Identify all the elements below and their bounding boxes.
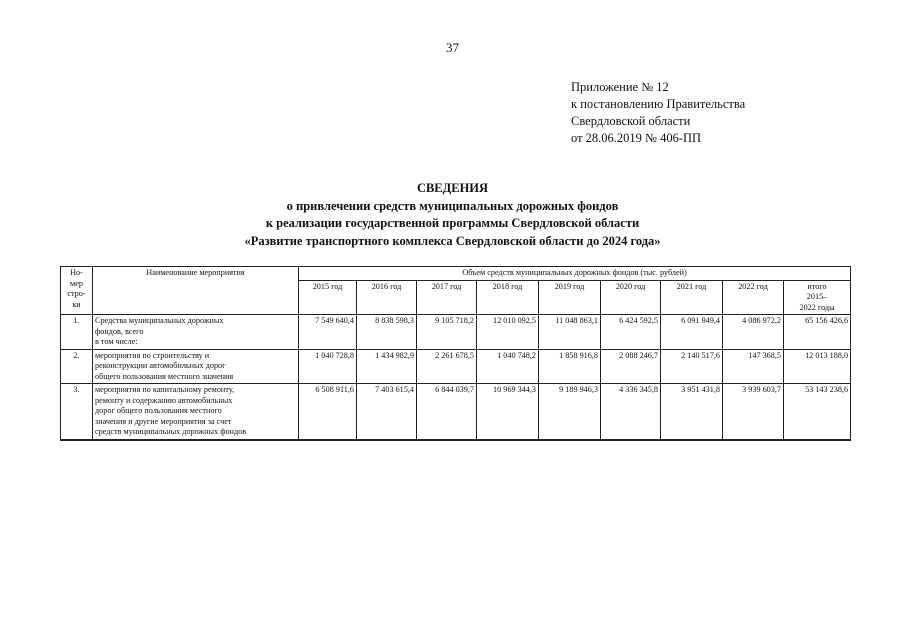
title-line: «Развитие транспортного комплекса Свердловской области до 2024 года» <box>244 233 661 248</box>
value-cell: 2 088 246,7 <box>601 349 661 384</box>
row-number: 1. <box>61 315 93 350</box>
table-row <box>61 315 851 350</box>
value-cell: 1 040 748,2 <box>477 349 539 384</box>
table-row <box>61 384 851 440</box>
appendix-line: Приложение № 12 <box>571 80 669 94</box>
value-cell: 10 969 344,3 <box>477 384 539 440</box>
value-cell: 6 091 949,4 <box>661 315 723 350</box>
activity-name: Средства муниципальных дорожных фондов, всего в том числе: <box>93 315 299 350</box>
value-cell: 3 951 431,8 <box>661 384 723 440</box>
activity-name: мероприятия по строительству и реконструкции автомобильных дорог общего пользования местного значения <box>93 349 299 384</box>
funding-table <box>60 266 851 441</box>
value-cell: 8 838 598,3 <box>357 315 417 350</box>
title-line: к реализации государственной программы Свердловской области <box>265 216 640 230</box>
value-cell: 12 010 092,5 <box>477 315 539 350</box>
row-number: 3. <box>61 384 93 440</box>
header-year: 2020 год <box>601 280 661 315</box>
header-row-number: Но- мер стро- ки <box>61 267 93 315</box>
document-title <box>0 180 905 250</box>
value-cell: 11 048 863,1 <box>539 315 601 350</box>
page-number: 37 <box>446 40 459 55</box>
value-cell: 6 844 039,7 <box>417 384 477 440</box>
header-year: 2018 год <box>477 280 539 315</box>
header-total: итого 2015– 2022 годы <box>784 280 851 315</box>
title-line: СВЕДЕНИЯ <box>416 181 489 195</box>
title-line: о привлечении средств муниципальных дорожных фондов <box>286 198 619 213</box>
header-year: 2016 год <box>357 280 417 315</box>
value-cell: 6 424 592,5 <box>601 315 661 350</box>
header-year: 2017 год <box>417 280 477 315</box>
table-row <box>61 349 851 384</box>
row-number: 2. <box>61 349 93 384</box>
value-cell: 9 189 946,3 <box>539 384 601 440</box>
value-cell: 2 140 517,6 <box>661 349 723 384</box>
header-year: 2019 год <box>539 280 601 315</box>
header-year: 2015 год <box>299 280 357 315</box>
value-cell: 4 336 345,8 <box>601 384 661 440</box>
value-cell: 2 261 678,5 <box>417 349 477 384</box>
value-cell: 9 105 718,2 <box>417 315 477 350</box>
value-cell: 7 403 615,4 <box>357 384 417 440</box>
appendix-block <box>571 79 745 147</box>
value-cell: 7 549 640,4 <box>299 315 357 350</box>
value-cell: 6 508 911,6 <box>299 384 357 440</box>
header-funding-group: Объем средств муниципальных дорожных фондов (тыс. рублей) <box>299 267 851 281</box>
header-year: 2022 год <box>723 280 784 315</box>
total-cell: 12 013 188,0 <box>784 349 851 384</box>
value-cell: 4 086 972,2 <box>723 315 784 350</box>
appendix-line: Свердловской области <box>571 114 691 128</box>
total-cell: 53 143 238,6 <box>784 384 851 440</box>
appendix-line: от 28.06.2019 № 406-ПП <box>571 131 702 145</box>
value-cell: 1 434 982,9 <box>357 349 417 384</box>
header-activity-name: Наименование мероприятия <box>93 267 299 315</box>
value-cell: 3 939 603,7 <box>723 384 784 440</box>
header-year: 2021 год <box>661 280 723 315</box>
activity-name: мероприятия по капитальному ремонту, ремонту и содержанию автомобильных дорог общего пользования местного значения и другие мероприятия за счет средств муниципальных дорожных фондов <box>93 384 299 440</box>
total-cell: 65 156 426,6 <box>784 315 851 350</box>
value-cell: 1 040 728,8 <box>299 349 357 384</box>
appendix-line: к постановлению Правительства <box>571 97 746 111</box>
value-cell: 1 858 916,8 <box>539 349 601 384</box>
value-cell: 147 368,5 <box>723 349 784 384</box>
